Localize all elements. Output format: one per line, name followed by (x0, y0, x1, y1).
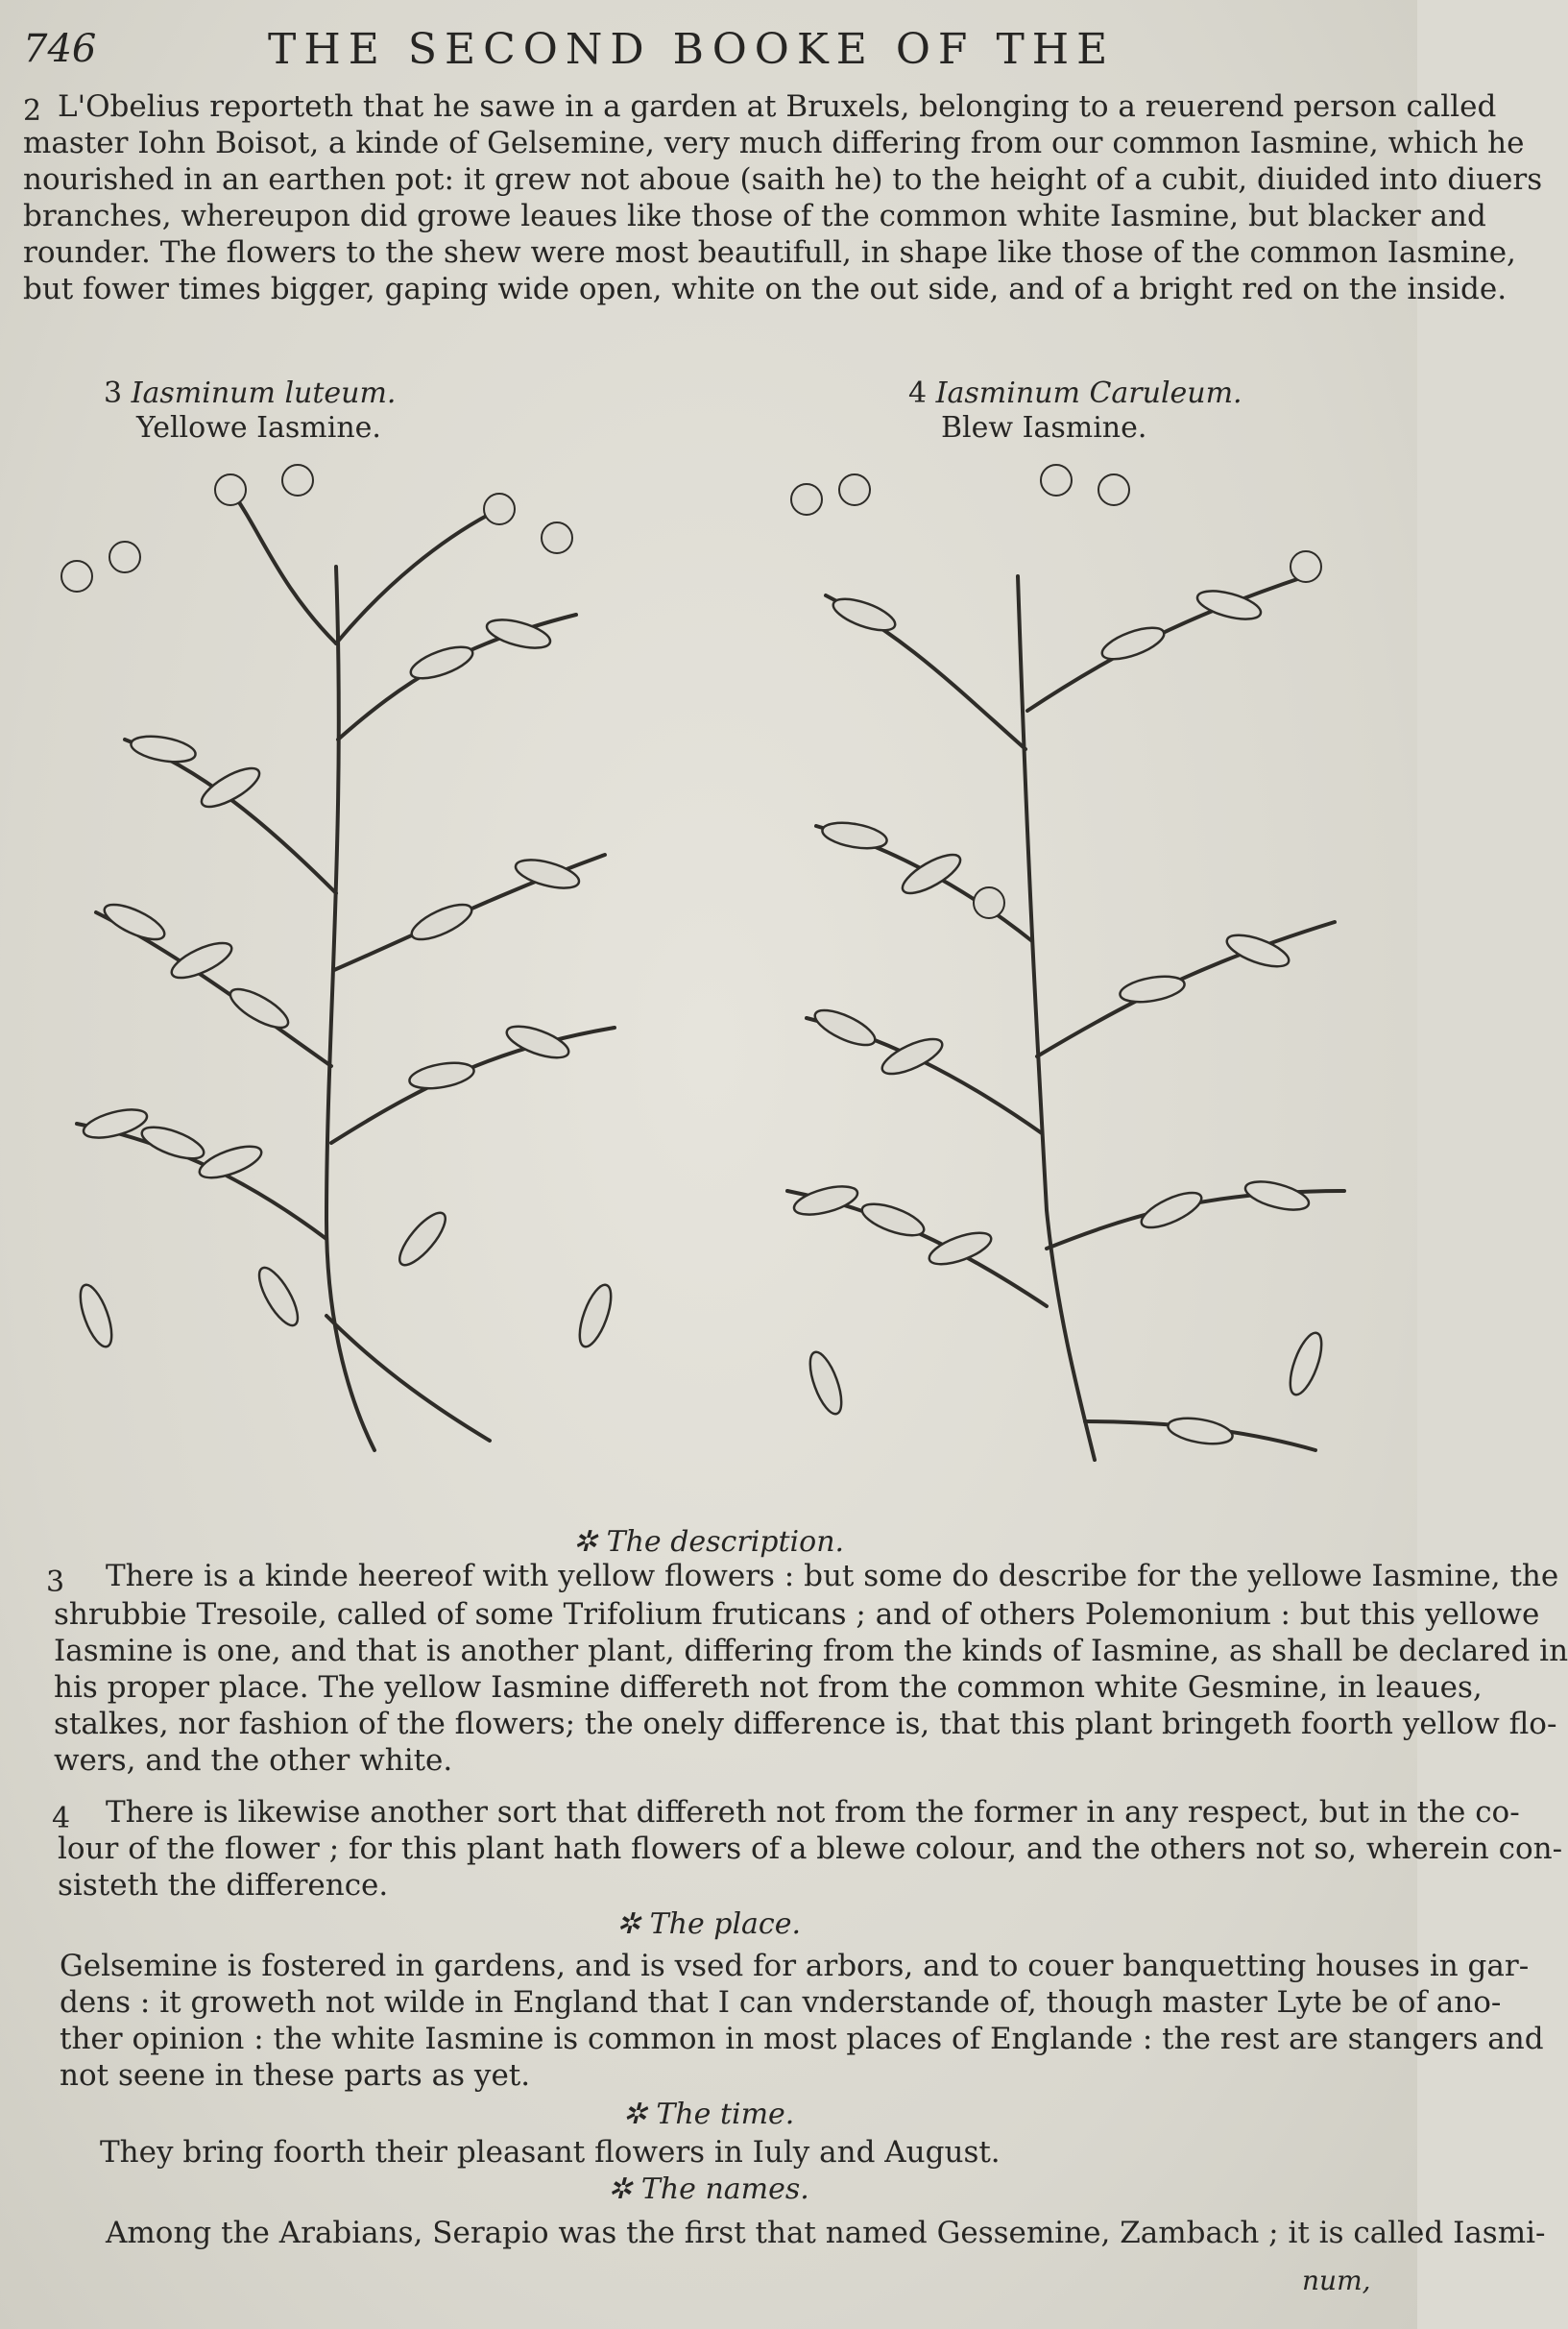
intro-line: nourished in an earthen pot: it grew not aboue (saith he) to the height of a cubit, diuided into diuers (23, 162, 1543, 197)
intro-line: rounder. The flowers to the shew were most beautifull, in shape like those of the common Iasmine, (23, 235, 1516, 270)
figure-english-name: Blew Iasmine. (941, 411, 1147, 445)
intro-line: branches, whereupon did growe leaues like those of the common white Iasmine, but blacker and (23, 199, 1486, 233)
description-paragraph-4 (58, 1831, 1563, 1904)
figure-english-name: Yellowe Iasmine. (136, 411, 381, 445)
text-line: There is a kinde heereof with yellow flowers : but some do describe for the yellowe Iasmine, the (106, 1559, 1559, 1593)
figure-caption-3 (104, 376, 396, 446)
intro-line: master Iohn Boisot, a kinde of Gelsemine, very much differing from our common Iasmine, which he (23, 126, 1525, 160)
intro-paragraph-body (23, 125, 1543, 307)
woodcut-blue-jasmine (768, 461, 1363, 1479)
text-line: They bring foorth their pleasant flowers in Iuly and August. (100, 2135, 1001, 2170)
figure-number: 4 (908, 376, 928, 410)
figure-number: 3 (104, 376, 123, 410)
section-heading-names: ✲ The names. (608, 2172, 809, 2206)
section-heading-place: ✲ The place. (615, 1907, 802, 1941)
text-line: ther opinion : the white Iasmine is common in most places of Englande : the rest are stangers and (60, 2022, 1544, 2056)
text-line: shrubbie Tresoile, called of some Trifolium fruticans ; and of others Polemonium : but this yellowe (54, 1597, 1540, 1632)
text-line: Gelsemine is fostered in gardens, and is vsed for arbors, and to couer banquetting houses in gar- (60, 1949, 1530, 1983)
text-line: stalkes, nor fashion of the flowers; the onely difference is, that this plant bringeth foorth yellow flo- (54, 1707, 1557, 1741)
description-paragraph-4-first (106, 1794, 1520, 1831)
intro-line: but fower times bigger, gaping wide open, white on the out side, and of a bright red on the inside. (23, 272, 1508, 306)
description-paragraph-3-first (106, 1558, 1559, 1594)
text-line: There is likewise another sort that differeth not from the former in any respect, but in the co- (106, 1795, 1520, 1830)
catchword: num, (1302, 2265, 1371, 2296)
paragraph-number: 4 (52, 1802, 71, 1835)
figure-caption-4 (908, 376, 1242, 446)
text-line: Among the Arabians, Serapio was the first that named Gessemine, Zambach ; it is called Iasmi- (106, 2216, 1546, 2250)
text-line: Iasmine is one, and that is another plant, differing from the kinds of Iasmine, as shall be declared in (54, 1634, 1568, 1668)
intro-number: 2 (23, 94, 42, 128)
names-paragraph (106, 2215, 1546, 2251)
figure-latin-name: Iasminum Caruleum. (935, 376, 1242, 410)
text-line: wers, and the other white. (54, 1743, 453, 1778)
figure-latin-name: Iasminum luteum. (131, 376, 397, 410)
woodcut-yellow-jasmine (38, 451, 653, 1469)
intro-paragraph (58, 88, 1497, 125)
text-line: lour of the flower ; for this plant hath flowers of a blewe colour, and the others not so, wherein con- (58, 1832, 1563, 1866)
place-paragraph (60, 1948, 1544, 2094)
intro-line: L'Obelius reporteth that he sawe in a garden at Bruxels, belonging to a reuerend person called (58, 89, 1497, 124)
time-paragraph (100, 2134, 1363, 2171)
text-line: not seene in these parts as yet. (60, 2058, 531, 2093)
page-header (23, 21, 1379, 79)
section-heading-description: ✲ The description. (572, 1525, 845, 1559)
text-line: his proper place. The yellow Iasmine differeth not from the common white Gesmine, in leaues, (54, 1670, 1483, 1705)
text-line: dens : it groweth not wilde in England that I can vnderstande of, though master Lyte be of ano- (60, 1985, 1502, 2020)
text-line: sisteth the difference. (58, 1868, 389, 1903)
section-heading-time: ✲ The time. (622, 2098, 795, 2131)
paragraph-number: 3 (46, 1565, 65, 1599)
page-number: 746 (23, 27, 97, 71)
running-head: THE SECOND BOOKE OF THE (268, 25, 1116, 74)
description-paragraph-3 (54, 1596, 1568, 1779)
